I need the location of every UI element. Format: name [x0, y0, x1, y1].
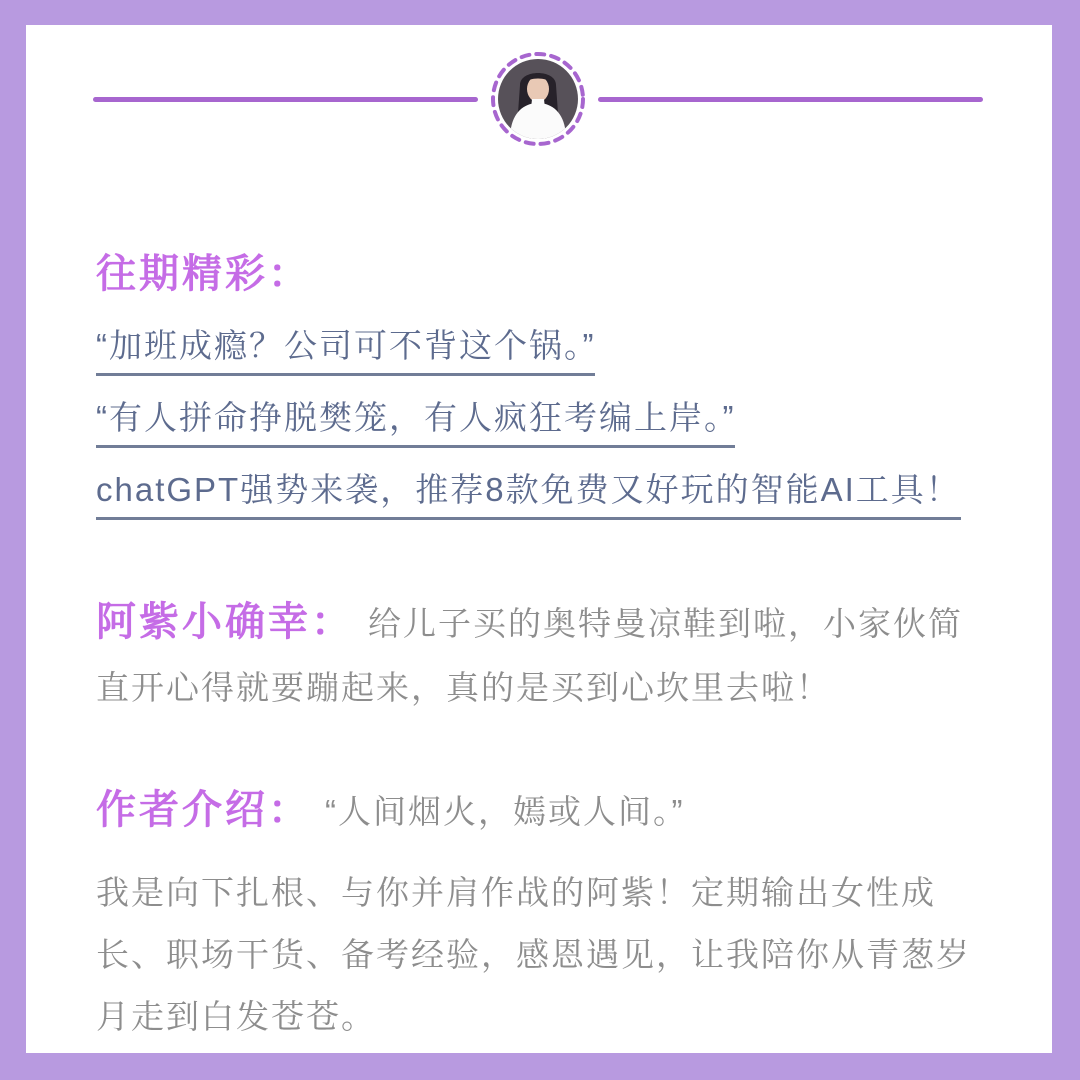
past-highlights-heading: 往期精彩： [96, 252, 311, 296]
link-row [96, 470, 982, 520]
article-card [26, 25, 1052, 1053]
author-intro-body: 我是向下扎根、与你并肩作战的阿紫！定期输出女性成长、职场干货、备考经验，感恩遇见，让我陪你从青葱岁月走到白发苍苍。 [96, 874, 971, 1035]
card-header [26, 25, 1052, 147]
link-row [96, 326, 982, 376]
author-intro-heading: 作者介绍： [96, 788, 311, 832]
card-content [26, 250, 1052, 1048]
article-link-1[interactable]: “加班成瘾？公司可不背这个锅。” [96, 326, 595, 376]
section-author-intro [96, 786, 982, 1048]
article-link-3[interactable]: chatGPT强势来袭，推荐8款免费又好玩的智能AI工具！ [96, 470, 961, 520]
link-row [96, 398, 982, 448]
little-happiness-heading: 阿紫小确幸： [96, 600, 354, 644]
decorative-line-left [93, 97, 478, 102]
author-intro-quote: “人间烟火，嫣或人间。” [325, 793, 685, 830]
avatar [490, 51, 586, 147]
decorative-line-right [598, 97, 983, 102]
article-link-2[interactable]: “有人拼命挣脱樊笼，有人疯狂考编上岸。” [96, 398, 735, 448]
author-intro-lead [96, 786, 982, 836]
avatar-portrait-icon [490, 51, 586, 147]
little-happiness-body: 给儿子买的奥特曼凉鞋到啦，小家伙简直开心得就要蹦起来，真的是买到心坎里去啦！ [96, 605, 963, 706]
section-past-highlights [96, 250, 982, 520]
section-little-happiness [96, 590, 982, 720]
